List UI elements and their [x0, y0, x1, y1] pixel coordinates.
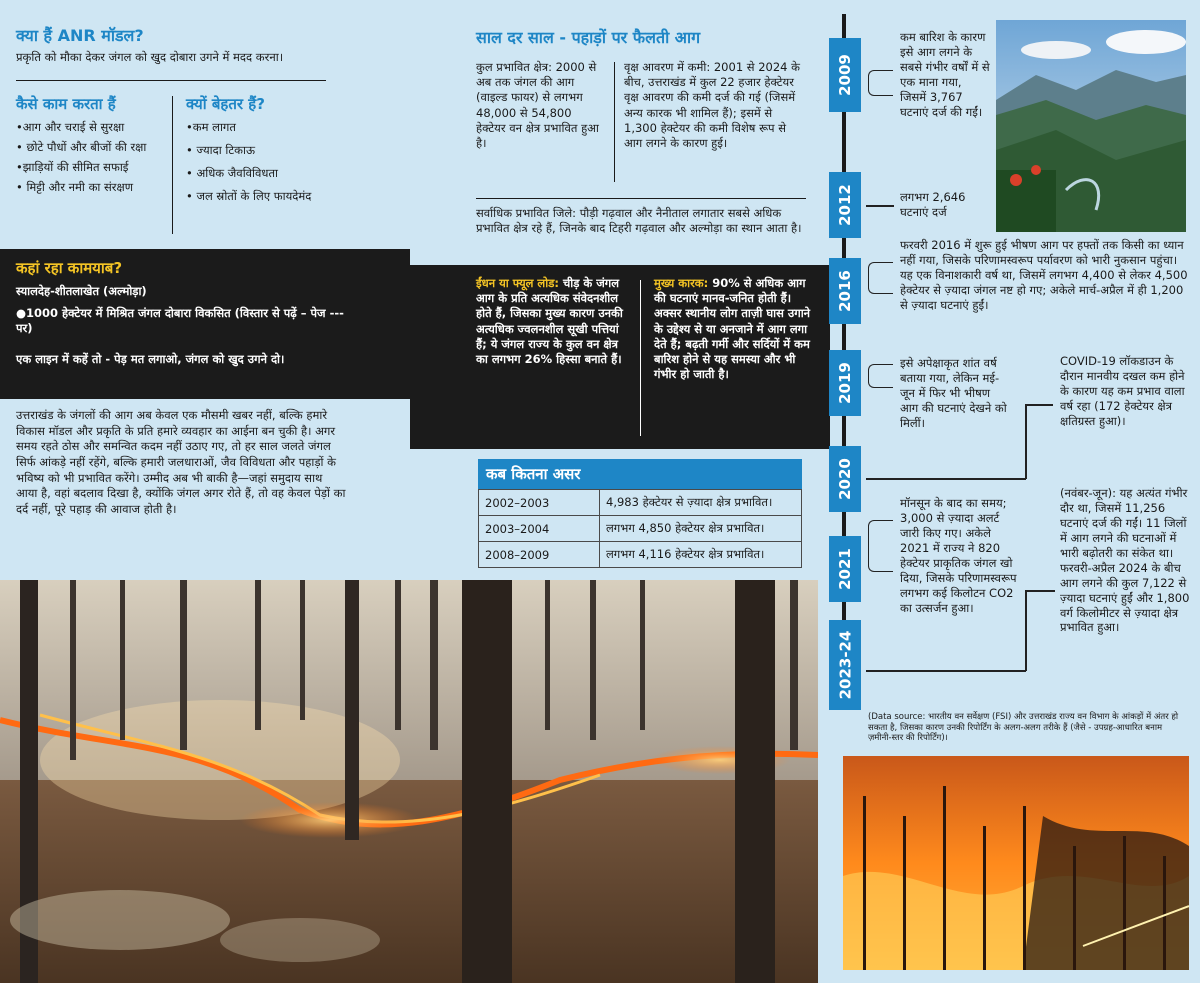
- timeline-2019-text: इसे अपेक्षाकृत शांत वर्ष बताया गया, लेकिन मई-जून में फिर भी भीषण आग की घटनाएं देखने को मिलीं।: [900, 356, 1007, 430]
- cause-body: 90% से अधिक आग की घटनाएं मानव-जनित होती हैं। अक्सर स्थानीय लोग ताज़ी घास उगाने के उद्देश्य से या अनजाने में आग लगा देते हैं; बढ़ती गर्मी और सर्दियों में कम बारिश होने से यह समस्या और भी गंभीर हो जाती है।: [654, 276, 811, 382]
- year-badge-2009: 2009: [829, 38, 861, 112]
- cause-text: [654, 276, 814, 382]
- list-item: • जल स्रोतों के लिए फायदेमंद: [186, 188, 312, 203]
- anr-title: क्या हैं ANR मॉडल?: [16, 26, 144, 45]
- night-forest-fire-photo: [843, 756, 1189, 970]
- timeline-2016-text: फरवरी 2016 में शुरू हुई भीषण आग पर हफ्तों तक किसी का ध्यान नहीं गया, जिसके परिणामस्वरूप पर्यावरण को भारी नुकसान पहुंचा। यह एक विनाशकारी वर्ष था, जिसमें लगभग 4,400 से लेकर 4,500 हेक्टेयर से ज़्यादा जंगल नष्ट हो गए; अकेले मार्च-अप्रैल में ही 1,200 से ज़्यादा घटनाएं हुईं।: [900, 238, 1188, 312]
- timeline-2012-text: लगभग 2,646 घटनाएं दर्ज: [900, 190, 966, 219]
- area-text: कुल प्रभावित क्षेत्र: 2000 से अब तक जंगल की आग (वाइल्ड फायर) से लगभग 48,000 से 54,800 हेक्टेयर वन क्षेत्र प्रभावित हुआ है।: [476, 60, 599, 150]
- how-list: [16, 120, 166, 200]
- success-place: स्यालदेह-शीतलाखेत (अल्मोड़ा): [16, 284, 147, 298]
- how-title: कैसे काम करता हैं: [16, 95, 116, 113]
- fuel-body: चीड़ के जंगल आग के प्रति अत्यधिक संवेदनशील होते हैं, जिसका मुख्य कारण उनकी अत्यधिक ज्वलनशील सूखी पत्तियां हैं; ये जंगल राज्य के कुल वन क्षेत्र का लगभग 26% हिस्सा बनाते हैं।: [476, 276, 623, 366]
- table-cell: लगभग 4,116 हेक्टेयर क्षेत्र प्रभावित।: [600, 542, 802, 568]
- timeline-2023-text: (नवंबर-जून): यह अत्यंत गंभीर दौर था, जिसमें 11,256 घटनाएं दर्ज की गईं। 11 जिलों में आग लगने की घटनाओं में भारी बढ़ोतरी का संकेत था। फरवरी-अप्रैल 2024 के बीच आग लगने की कुल 7,122 से ज़्यादा घटनाएं हुईं और 1,800 वर्ग किलोमीटर से ज़्यादा क्षेत्र प्रभावित हुआ।: [1060, 486, 1190, 635]
- divider: [640, 280, 641, 436]
- mountain-forest-photo: [996, 20, 1186, 232]
- why-title: क्यों बेहतर हैं?: [186, 95, 265, 113]
- connector: [868, 70, 893, 96]
- connector: [1025, 404, 1053, 406]
- connector: [868, 262, 893, 294]
- list-item: • छोटे पौधों और बीजों की रक्षा: [16, 139, 147, 154]
- list-item: •कम लागत: [186, 120, 236, 134]
- table-cell: 4,983 हेक्टेयर से ज़्यादा क्षेत्र प्रभावित।: [600, 490, 802, 516]
- table-cell: 2003–2004: [479, 516, 600, 542]
- connector: [866, 478, 1026, 480]
- data-source: (Data source: भारतीय वन सर्वेक्षण (FSI) और उत्तराखंड राज्य वन विभाग के आंकड़ों में अंतर हो सकता है, जिसका कारण उनकी रिपोर्टिंग के अलग-अलग तरीके हैं (जैसे - उपग्रह-आधारित बनाम ज़मीनी-स्तर की रिपोर्टिंग)।: [868, 712, 1179, 744]
- list-item: •झाड़ियों की सीमित सफाई: [16, 159, 129, 174]
- connector: [1025, 590, 1055, 592]
- year-badge-2012: 2012: [829, 172, 861, 238]
- table-cell: लगभग 4,850 हेक्टेयर क्षेत्र प्रभावित।: [600, 516, 802, 542]
- connector: [866, 205, 894, 207]
- anr-desc: प्रकृति को मौका देकर जंगल को खुद दोबारा उगने में मदद करना।: [16, 50, 284, 64]
- connector: [1025, 590, 1027, 671]
- districts-text: सर्वाधिक प्रभावित जिले: पौड़ी गढ़वाल और नैनीताल लगातार सबसे अधिक प्रभावित क्षेत्र रहे हैं, जिनके बाद टिहरी गढ़वाल और अल्मोड़ा का स्थान आता है।: [476, 206, 802, 236]
- connector: [868, 520, 893, 572]
- year-badge-2021: 2021: [829, 536, 861, 602]
- timeline-2020-text: COVID-19 लॉकडाउन के दौरान मानवीय दखल कम होने के कारण यह कम प्रभाव वाला वर्ष रहा (172 हेक्टेयर क्षेत्र क्षतिग्रस्त हुआ)।: [1060, 354, 1185, 428]
- why-list: [186, 120, 326, 209]
- divider: [172, 96, 173, 234]
- table-cell: 2002–2003: [479, 490, 600, 516]
- year-badge-2020: 2020: [829, 446, 861, 512]
- table-row: [479, 516, 802, 542]
- divider: [476, 198, 806, 199]
- list-item: • अधिक जैवविविधता: [186, 165, 279, 180]
- fuel-label: ईंधन या फ्यूल लोड:: [476, 276, 559, 290]
- impact-table: [478, 489, 802, 568]
- connector: [1025, 404, 1027, 479]
- divider: [16, 80, 326, 81]
- timeline-2009-text: कम बारिश के कारण इसे आग लगने के सबसे गंभीर वर्षों में से एक माना गया, जिसमें 3,767 घटनाएं दर्ज की गईं।: [900, 30, 990, 119]
- cause-label: मुख्य कारक:: [654, 276, 709, 290]
- list-item: •आग और चराई से सुरक्षा: [16, 120, 125, 134]
- fuel-text: [476, 276, 626, 367]
- intro-text: उत्तराखंड के जंगलों की आग अब केवल एक मौसमी खबर नहीं, बल्कि हमारे विकास मॉडल और प्रकृति के प्रति हमारे व्यवहार का आईना बन चुकी है। अगर समय रहते ठोस और समन्वित कदम नहीं उठाए गए, तो हर साल जलते जंगल सिर्फ आंकड़े नहीं रहेंगे, बल्कि हमारी जलधाराओं, जैव विविधता और पहाड़ों के भविष्य को भी प्रभावित करेंगे। उम्मीद अब भी बाकी है—जहां समुदाय साथ आया है, वहां बदलाव दिखा है, क्योंकि जंगल अगर रोते हैं, तो वह केवल पेड़ों का दर्द नहीं, पूरे पहाड़ की आवाज होती है।: [16, 408, 346, 516]
- year-badge-2019: 2019: [829, 350, 861, 416]
- list-item: • मिट्टी और नमी का संरक्षण: [16, 179, 134, 194]
- cover-text: वृक्ष आवरण में कमी: 2001 से 2024 के बीच, उत्तराखंड में कुल 22 हजार हेक्टेयर वृक्ष आवरण की कमी दर्ज की गई (जिसमें अन्य कारक भी शामिल हैं); इसमें से 1,300 हेक्टेयर की कमी विशेष रूप से आग लगने के कारण हुई।: [624, 60, 800, 150]
- divider: [614, 62, 615, 182]
- list-item: • ज्यादा टिकाऊ: [186, 142, 256, 157]
- forest-fire-photo: [0, 580, 818, 983]
- impact-title: कब कितना असर: [478, 459, 802, 489]
- year-badge-2023-24: 2023-24: [829, 620, 861, 710]
- connector: [866, 670, 1026, 672]
- success-line: एक लाइन में कहें तो - पेड़ मत लगाओ, जंगल को खुद उगने दो।: [16, 352, 285, 366]
- table-row: [479, 490, 802, 516]
- timeline-2021-text: मॉनसून के बाद का समय; 3,000 से ज़्यादा अलर्ट जारी किए गए। अकेले 2021 में राज्य ने 820 हेक्टेयर प्राकृतिक जंगल खो दिया, जिसके परिणामस्वरूप लगभग कई किलोटन CO2 का उत्सर्जन हुआ।: [900, 496, 1017, 615]
- year-badge-2016: 2016: [829, 258, 861, 324]
- connector: [868, 364, 893, 388]
- table-cell: 2008–2009: [479, 542, 600, 568]
- table-row: [479, 542, 802, 568]
- success-title: कहां रहा कामयाब?: [16, 259, 123, 277]
- middle-title: साल दर साल - पहाड़ों पर फैलती आग: [476, 28, 701, 47]
- success-point: ●1000 हेक्टेयर में मिश्रित जंगल दोबारा विकसित (विस्तार से पढ़ें – पेज --- पर): [16, 306, 344, 336]
